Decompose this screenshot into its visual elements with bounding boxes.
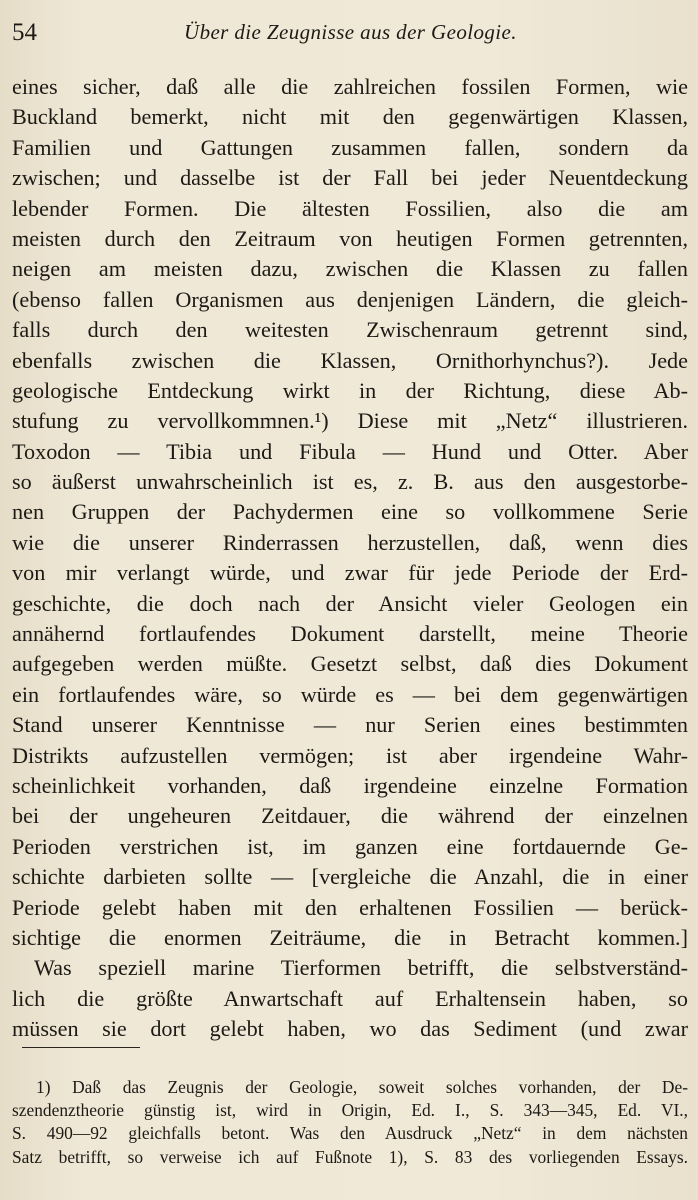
text-line: lebender Formen. Die ältesten Fossilien, also die am — [12, 195, 688, 221]
footnote-line: 1) Daß das Zeugnis der Geologie, soweit solches vorhanden, der De- — [36, 1077, 688, 1097]
text-line: ebenfalls zwischen die Klassen, Ornithorhynchus?). Jede — [12, 347, 688, 373]
text-line: ein fortlaufendes wäre, so würde es — bei dem gegenwärtigen — [12, 681, 688, 707]
text-line: Familien und Gattungen zusammen fallen, sondern da — [12, 134, 688, 160]
footnote-line: Satz betrifft, so verweise ich auf Fußnote 1), S. 83 des vorliegenden Essays. — [12, 1146, 688, 1167]
text-line: Distrikts aufzustellen vermögen; ist aber irgendeine Wahr- — [12, 742, 688, 768]
page-header — [12, 18, 688, 48]
text-line: (ebenso fallen Organismen aus denjenigen Ländern, die gleich- — [12, 286, 688, 312]
text-line: Perioden verstrichen ist, im ganzen eine fortdauernde Ge- — [12, 833, 688, 859]
text-line: bei der ungeheuren Zeitdauer, die während der einzelnen — [12, 803, 688, 829]
footnote-divider — [22, 1047, 140, 1048]
text-line: aufgegeben werden müßte. Gesetzt selbst, daß dies Dokument — [12, 651, 688, 677]
text-line: schichte darbieten sollte — [vergleiche die Anzahl, die in einer — [12, 864, 688, 890]
text-line: annähernd fortlaufendes Dokument darstellt, meine Theorie — [12, 621, 688, 647]
text-line: nen Gruppen der Pachydermen eine so vollkommene Serie — [12, 499, 688, 525]
text-line: Stand unserer Kenntnisse — nur Serien eines bestimmten — [12, 712, 688, 738]
paragraph-start-line: Was speziell marine Tierformen betrifft, die selbstverständ- — [34, 955, 688, 981]
footnote — [12, 1076, 688, 1169]
text-line: falls durch den weitesten Zwischenraum getrennt sind, — [12, 317, 688, 343]
text-line: eines sicher, daß alle die zahlreichen fossilen Formen, wie — [12, 74, 688, 99]
text-line: von mir verlangt würde, und zwar für jede Periode der Erd- — [12, 560, 688, 586]
text-line: lich die größte Anwartschaft auf Erhaltensein haben, so — [12, 985, 688, 1011]
footnote-line: S. 490—92 gleichfalls betont. Was den Ausdruck „Netz“ in dem nächsten — [12, 1123, 688, 1144]
footnote-line: szendenztheorie günstig ist, wird in Origin, Ed. I., S. 343—345, Ed. VI., — [12, 1100, 688, 1121]
text-line: geologische Entdeckung wirkt in der Richtung, diese Ab- — [12, 377, 688, 403]
text-line: müssen sie dort gelebt haben, wo das Sediment (und zwar — [12, 1016, 688, 1042]
text-line: Periode gelebt haben mit den erhaltenen Fossilien — berück- — [12, 894, 688, 920]
text-line: zwischen; und dasselbe ist der Fall bei jeder Neuentdeckung — [12, 165, 688, 191]
text-line: scheinlichkeit vorhanden, daß irgendeine einzelne Formation — [12, 772, 688, 798]
text-line: stufung zu vervollkommnen.¹) Diese mit „Netz“ illustrieren. — [12, 408, 688, 434]
running-title: Über die Zeugnisse aus der Geologie. — [184, 20, 517, 44]
text-line: sichtige die enormen Zeiträume, die in Betracht kommen.] — [12, 924, 688, 950]
text-line: geschichte, die doch nach der Ansicht vieler Geologen ein — [12, 590, 688, 616]
text-line: meisten durch den Zeitraum von heutigen Formen getrennten, — [12, 225, 688, 251]
page-number: 54 — [12, 19, 37, 46]
text-line: Toxodon — Tibia und Fibula — Hund und Otter. Aber — [12, 438, 688, 464]
body-text — [12, 72, 688, 1045]
text-line: so äußerst unwahrscheinlich ist es, z. B. aus den ausgestorbe- — [12, 469, 688, 495]
text-line: neigen am meisten dazu, zwischen die Klassen zu fallen — [12, 256, 688, 282]
text-line: Buckland bemerkt, nicht mit den gegenwärtigen Klassen, — [12, 104, 688, 130]
text-line: wie die unserer Rinderrassen herzustellen, daß, wenn dies — [12, 529, 688, 555]
